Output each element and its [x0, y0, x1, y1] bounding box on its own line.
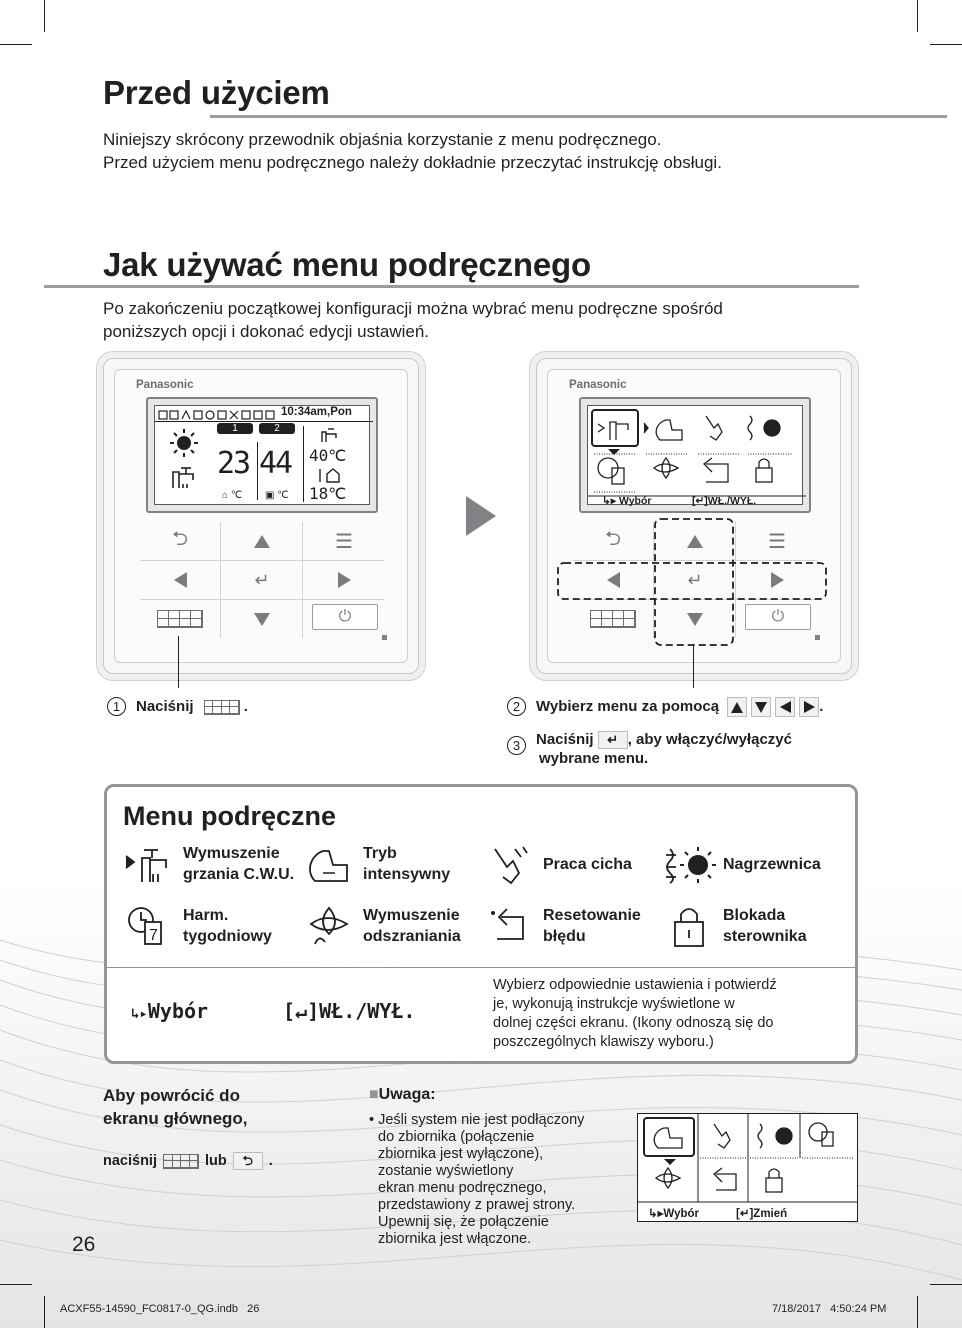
enter-icon: ↵ — [254, 569, 270, 590]
left-button[interactable] — [140, 561, 220, 599]
note-heading — [369, 1086, 436, 1104]
quick-menu-button[interactable] — [140, 600, 220, 638]
return-end: . — [268, 1153, 273, 1169]
down-button[interactable] — [222, 600, 302, 638]
menu-item-lock — [661, 903, 807, 949]
step-number: 2 — [507, 697, 526, 716]
lcd-display — [587, 405, 803, 505]
return-icon: ⮌ — [171, 528, 189, 550]
note-square-icon: ■ — [369, 1086, 379, 1103]
menu-item-label: Tryb intensywny — [363, 845, 451, 883]
intro-line: Po zakończeniu początkowej konfiguracji można wybrać menu podręczne spośród — [103, 299, 723, 318]
power-icon: ⏻ — [771, 608, 785, 625]
quick-menu-icon — [163, 1154, 199, 1169]
legend-select — [131, 999, 208, 1023]
menu-item-weekly-timer — [121, 903, 272, 949]
menu-list-icon: ☰ — [768, 530, 786, 553]
callout-line — [178, 636, 179, 688]
footer-timestamp: 7/18/2017 4:50:24 PM — [772, 1303, 887, 1315]
menu-item-label: Nagrzewnica — [723, 855, 821, 873]
footer-filename: ACXF55-14590_FC0817-0_QG.indb 26 — [60, 1303, 260, 1315]
menu-item-label: Wymuszenie odszraniania — [363, 907, 461, 945]
zone1-badge: 1 — [217, 423, 253, 434]
heater-icon — [661, 841, 719, 887]
section2-text — [103, 297, 723, 343]
right-button[interactable] — [304, 561, 384, 599]
weekly-timer-icon — [121, 903, 179, 949]
step-2 — [507, 697, 823, 717]
menu-item-label: Blokada sterownika — [723, 907, 807, 945]
menu-item-label: Praca cicha — [543, 855, 632, 873]
brand-logo: Panasonic — [136, 379, 194, 391]
step-end: . — [819, 698, 824, 715]
up-button[interactable] — [222, 522, 302, 560]
intro-line: Niniejszy skrócony przewodnik objaśnia korzystanie z menu podręcznego. — [103, 130, 662, 149]
step-number: 3 — [507, 736, 526, 755]
step-text: Naciśnij — [136, 698, 194, 715]
right-key-icon — [799, 697, 819, 717]
section-title-how-to-use: Jak używać menu podręcznego — [103, 246, 591, 283]
left-arrow-icon — [174, 572, 187, 588]
menu-button[interactable] — [304, 522, 384, 560]
zone2-badge: 2 — [259, 423, 295, 434]
crop-mark — [0, 44, 32, 45]
lcd-onoff-label: [↵]WŁ./WYŁ. — [692, 495, 757, 507]
power-button[interactable] — [312, 604, 378, 630]
enter-icon: ↵ — [687, 569, 703, 590]
svg-text:7: 7 — [149, 927, 158, 944]
select-label: Wybór — [619, 495, 652, 507]
next-arrow-icon — [466, 496, 496, 536]
keypad — [140, 522, 384, 638]
panel-title: Menu podręczne — [123, 801, 337, 831]
step-text: wybrane menu. — [539, 750, 649, 768]
enter-key-icon: ↵ — [598, 731, 628, 749]
back-button[interactable] — [140, 522, 220, 560]
mini-quick-menu-screen — [637, 1113, 858, 1222]
note-body: • Jeśli system nie jest podłączony do zbiornika (połączenie zbiornika jest wyłączone), zostanie wyświetlony ekran menu podręcznego, przedstawiony z prawej strony. Upewnij się, że połączenie zbiornika jest włączone. — [369, 1112, 585, 1247]
crop-mark — [917, 0, 918, 32]
return-or-text: lub — [205, 1153, 227, 1169]
lock-icon — [661, 903, 719, 949]
intro-line: poniższych opcji i dokonać edycji ustawień. — [103, 322, 430, 341]
zone1-temperature: 23 — [217, 446, 250, 481]
intro-text — [103, 128, 722, 174]
status-icons-strip — [158, 408, 280, 420]
title-rule — [44, 285, 859, 288]
enter-button[interactable] — [222, 561, 302, 599]
unit-label: ℃ — [230, 490, 243, 501]
menu-list-icon: ☰ — [335, 530, 353, 553]
menu-item-error-reset — [481, 903, 641, 949]
lcd-screen — [146, 397, 378, 513]
menu-item-label: Wymuszenie grzania C.W.U. — [183, 845, 295, 883]
return-heading: Aby powrócić do ekranu głównego, — [103, 1086, 248, 1128]
title-rule — [210, 115, 947, 118]
lcd-screen — [579, 397, 811, 513]
step-text: , aby włączyć/wyłączyć — [627, 731, 792, 748]
lcd-display — [154, 405, 370, 505]
note-heading-label: Uwaga: — [378, 1086, 436, 1103]
lcd-divider — [155, 421, 373, 422]
menu-item-label: Resetowanie błędu — [543, 907, 641, 945]
quick-menu-icon — [157, 610, 203, 628]
return-key-icon: ⮌ — [233, 1152, 263, 1170]
quick-menu-grid — [588, 406, 806, 508]
zone2-unit: ▣ ℃ — [265, 490, 289, 501]
select-arrow-icon: ↳▸ — [648, 1208, 664, 1220]
error-reset-icon — [481, 903, 539, 949]
crop-mark — [0, 1284, 32, 1285]
mini-menu-grid — [638, 1114, 857, 1221]
mini-select-label — [648, 1206, 699, 1220]
intro-line: Przed użyciem menu podręcznego należy dokładnie przeczytać instrukcję obsługi. — [103, 153, 722, 172]
zone-divider — [257, 442, 258, 500]
return-icon: ⮌ — [604, 528, 622, 550]
outdoor-icon — [317, 466, 341, 484]
status-icons — [158, 409, 280, 421]
crop-mark — [917, 1296, 918, 1328]
quiet-mode-icon — [481, 841, 539, 887]
brand-logo: Panasonic — [569, 379, 627, 391]
select-arrow-icon: ↳▸ — [131, 1006, 148, 1022]
panel-explanation: Wybierz odpowiednie ustawienia i potwierdź je, wykonują instrukcje wyświetlone w dolnej części ekranu. (Ikony odnoszą się do poszczególnych klawiszy wyboru.) — [493, 977, 777, 1050]
down-arrow-icon — [254, 613, 270, 626]
section-title-before-use: Przed użyciem — [103, 74, 330, 111]
forced-defrost-icon — [301, 903, 359, 949]
menu-item-heater — [661, 841, 821, 887]
quick-menu-icon — [204, 700, 240, 715]
crop-mark — [44, 0, 45, 32]
sun-icon — [169, 428, 199, 458]
crop-mark — [44, 1296, 45, 1328]
select-arrow-icon: ↳▸ — [602, 495, 617, 507]
menu-item-label: Harm. tygodniowy — [183, 907, 272, 945]
panel-divider — [107, 967, 855, 968]
step-1 — [107, 697, 248, 716]
return-instruction — [103, 1152, 273, 1170]
step-number: 1 — [107, 697, 126, 716]
up-arrow-icon — [254, 535, 270, 548]
step-3 — [507, 730, 792, 768]
return-press-text: naciśnij — [103, 1153, 157, 1169]
right-divider — [303, 426, 304, 502]
legend-select-label: Wybór — [147, 999, 209, 1023]
zone1-unit: ⌂ ℃ — [222, 490, 243, 501]
remote-controller-main-screen — [103, 358, 419, 674]
indicator-led — [382, 635, 387, 640]
tap-icon — [169, 462, 199, 490]
right-arrow-icon — [338, 572, 351, 588]
step-text: Wybierz menu za pomocą — [536, 698, 720, 715]
mini-change-label: [↵]Zmień — [736, 1208, 788, 1220]
step-end: . — [243, 698, 248, 715]
powerful-mode-icon — [301, 841, 359, 887]
callout-line — [693, 644, 694, 688]
arrow-keys-highlight — [552, 516, 834, 648]
quick-menu-key-icon — [204, 700, 240, 715]
zone2-temperature: 44 — [259, 446, 292, 481]
step-text: Naciśnij — [536, 731, 594, 748]
mini-select-text: Wybór — [663, 1208, 699, 1220]
arrow-keys-icons — [727, 697, 819, 717]
forced-dhw-icon — [121, 841, 179, 887]
tank-tap-icon — [319, 426, 341, 444]
menu-item-quiet — [481, 841, 632, 887]
power-icon: ⏻ — [338, 608, 352, 625]
up-key-icon — [727, 697, 747, 717]
tank-temperature: 40℃ — [309, 446, 347, 465]
legend-onoff: [↵]WŁ./WYŁ. — [283, 999, 416, 1023]
down-key-icon — [751, 697, 771, 717]
outdoor-temperature: 18℃ — [309, 484, 347, 503]
menu-item-forced-dhw — [121, 841, 294, 887]
menu-item-powerful — [301, 841, 450, 887]
clock-readout: 10:34am,Pon — [281, 406, 352, 418]
lcd-select-label — [602, 495, 651, 507]
keypad-divider — [220, 522, 221, 638]
left-key-icon — [775, 697, 795, 717]
page-number: 26 — [72, 1233, 96, 1256]
quick-menu-panel — [104, 784, 858, 1064]
crop-mark — [930, 44, 962, 45]
unit-label: ℃ — [277, 490, 289, 501]
keypad-divider — [302, 522, 303, 638]
menu-item-forced-defrost — [301, 903, 461, 949]
crop-mark — [930, 1284, 962, 1285]
